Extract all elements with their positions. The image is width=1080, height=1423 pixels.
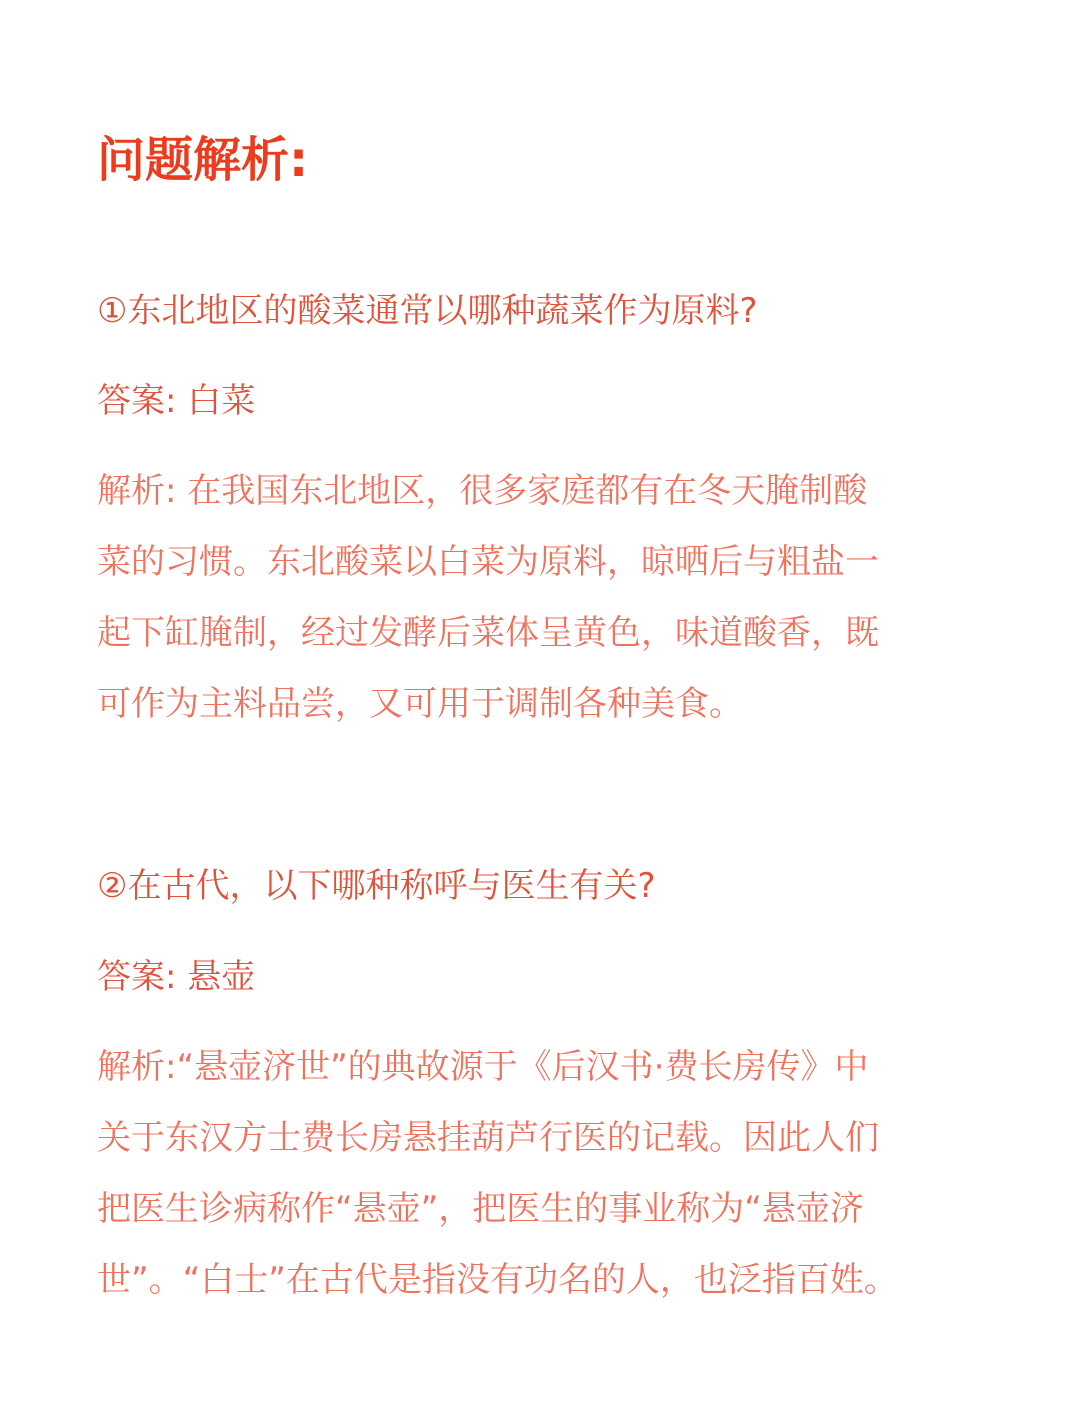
analysis-line: 起下缸腌制，经过发酵后菜体呈黄色，味道酸香，既 — [97, 613, 879, 653]
analysis-line: 解析:“悬壶济世”的典故源于《后汉书·费长房传》中 — [97, 1047, 869, 1087]
question-1-analysis — [97, 456, 987, 740]
question-1-title: ①东北地区的酸菜通常以哪种蔬菜作为原料? — [97, 291, 758, 331]
question-1-answer: 答案: 白菜 — [97, 381, 256, 421]
analysis-line: 把医生诊病称作“悬壶”，把医生的事业称为“悬壶济 — [97, 1189, 864, 1229]
question-2-title: ②在古代，以下哪种称呼与医生有关? — [97, 866, 656, 906]
analysis-line: 世”。“白士”在古代是指没有功名的人，也泛指百姓。 — [97, 1260, 898, 1300]
page-title: 问题解析: — [97, 132, 309, 188]
analysis-line: 菜的习惯。东北酸菜以白菜为原料，晾晒后与粗盐一 — [97, 542, 879, 582]
analysis-line: 可作为主料品尝，又可用于调制各种美食。 — [97, 684, 743, 724]
question-2-analysis — [97, 1032, 987, 1316]
analysis-line: 解析: 在我国东北地区，很多家庭都有在冬天腌制酸 — [97, 471, 868, 511]
analysis-line: 关于东汉方士费长房悬挂葫芦行医的记载。因此人们 — [97, 1118, 879, 1158]
question-2-answer: 答案: 悬壶 — [97, 957, 256, 997]
